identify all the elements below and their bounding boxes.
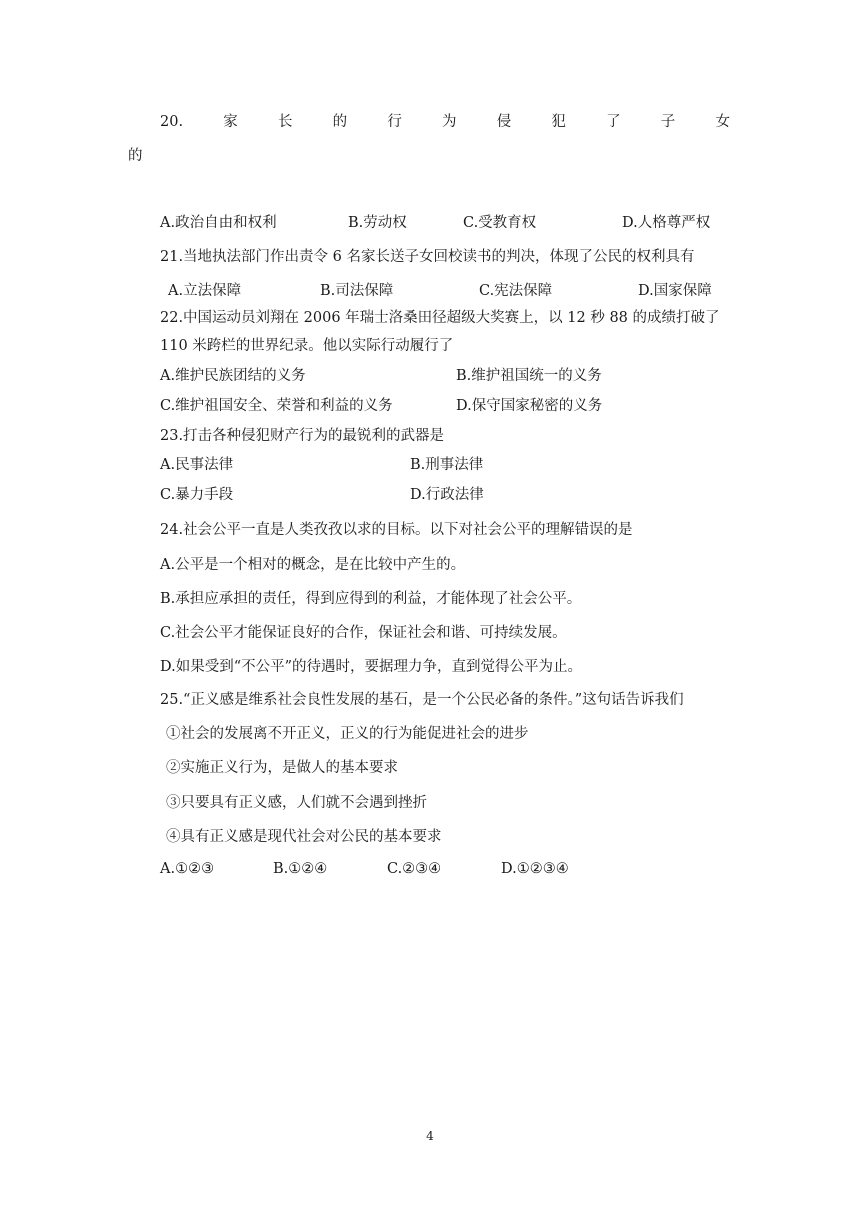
q22-stem-line1: 22.中国运动员刘翔在 2006 年瑞士洛桑田径超级大奖赛上，以 12 秒 88 的成绩打破了	[160, 310, 720, 326]
q23-stem: 23.打击各种侵犯财产行为的最锐利的武器是	[160, 428, 445, 444]
q20-option-d: D.人格尊严权	[622, 215, 711, 231]
q24-option-c: C.社会公平才能保证良好的合作，保证社会和谐、可持续发展。	[160, 625, 567, 641]
q20-option-b: B.劳动权	[348, 215, 407, 231]
q22-option-a: A.维护民族团结的义务	[160, 368, 306, 384]
q22-stem-line2: 110 米跨栏的世界纪录。他以实际行动履行了	[160, 338, 454, 354]
q23-option-d: D.行政法律	[410, 487, 484, 503]
q25-option-a: A.①②③	[160, 861, 215, 877]
q23-option-b: B.刑事法律	[410, 457, 484, 473]
q25-statement-2: ②实施正义行为，是做人的基本要求	[166, 760, 398, 776]
q21-option-c: C.宪法保障	[479, 283, 553, 299]
q20-stem-char: 女	[715, 114, 730, 130]
q20-stem-char: 家	[223, 114, 238, 130]
q25-option-c: C.②③④	[387, 861, 442, 877]
q25-option-d: D.①②③④	[501, 861, 569, 877]
q20-stem	[160, 112, 730, 132]
q25-option-b: B.①②④	[273, 861, 328, 877]
q20-stem-char: 20.	[160, 114, 184, 130]
q21-option-d: D.国家保障	[638, 283, 712, 299]
q24-stem: 24.社会公平一直是人类孜孜以求的目标。以下对社会公平的理解错误的是	[160, 522, 633, 538]
q20-stem-char: 了	[606, 114, 621, 130]
q25-stem: 25.“正义感是维系社会良性发展的基石，是一个公民必备的条件。”这句话告诉我们	[160, 692, 684, 708]
q23-option-a: A.民事法律	[160, 457, 234, 473]
q20-stem-tail: 的	[128, 148, 143, 164]
q20-stem-char: 行	[387, 114, 402, 130]
q21-option-a: A.立法保障	[168, 283, 242, 299]
q20-stem-char: 犯	[551, 114, 566, 130]
q23-option-c: C.暴力手段	[160, 487, 234, 503]
q22-option-b: B.维护祖国统一的义务	[456, 368, 602, 384]
q22-option-d: D.保守国家秘密的义务	[456, 398, 603, 414]
q20-stem-char: 侵	[496, 114, 512, 130]
q20-option-a: A.政治自由和权利	[160, 215, 277, 231]
q21-stem: 21.当地执法部门作出责令 6 名家长送子女回校读书的判决，体现了公民的权利具有	[160, 249, 695, 265]
q20-stem-char: 长	[277, 114, 293, 130]
q24-option-b: B.承担应承担的责任，得到应得到的利益，才能体现了社会公平。	[160, 591, 582, 607]
q25-statement-1: ①社会的发展离不开正义，正义的行为能促进社会的进步	[166, 726, 529, 742]
q25-statement-4: ④具有正义感是现代社会对公民的基本要求	[166, 829, 442, 845]
q20-stem-char: 子	[660, 114, 676, 130]
q20-stem-char: 的	[332, 114, 348, 130]
q22-option-c: C.维护祖国安全、荣誉和利益的义务	[160, 398, 393, 414]
q25-statement-3: ③只要具有正义感，人们就不会遇到挫折	[166, 795, 427, 811]
q21-option-b: B.司法保障	[320, 283, 394, 299]
q24-option-a: A.公平是一个相对的概念，是在比较中产生的。	[160, 557, 466, 573]
q24-option-d: D.如果受到“不公平”的待遇时，要据理力争，直到觉得公平为止。	[160, 659, 583, 675]
q20-option-c: C.受教育权	[463, 215, 537, 231]
page-number: 4	[426, 1129, 434, 1143]
q20-stem-char: 为	[442, 114, 457, 130]
